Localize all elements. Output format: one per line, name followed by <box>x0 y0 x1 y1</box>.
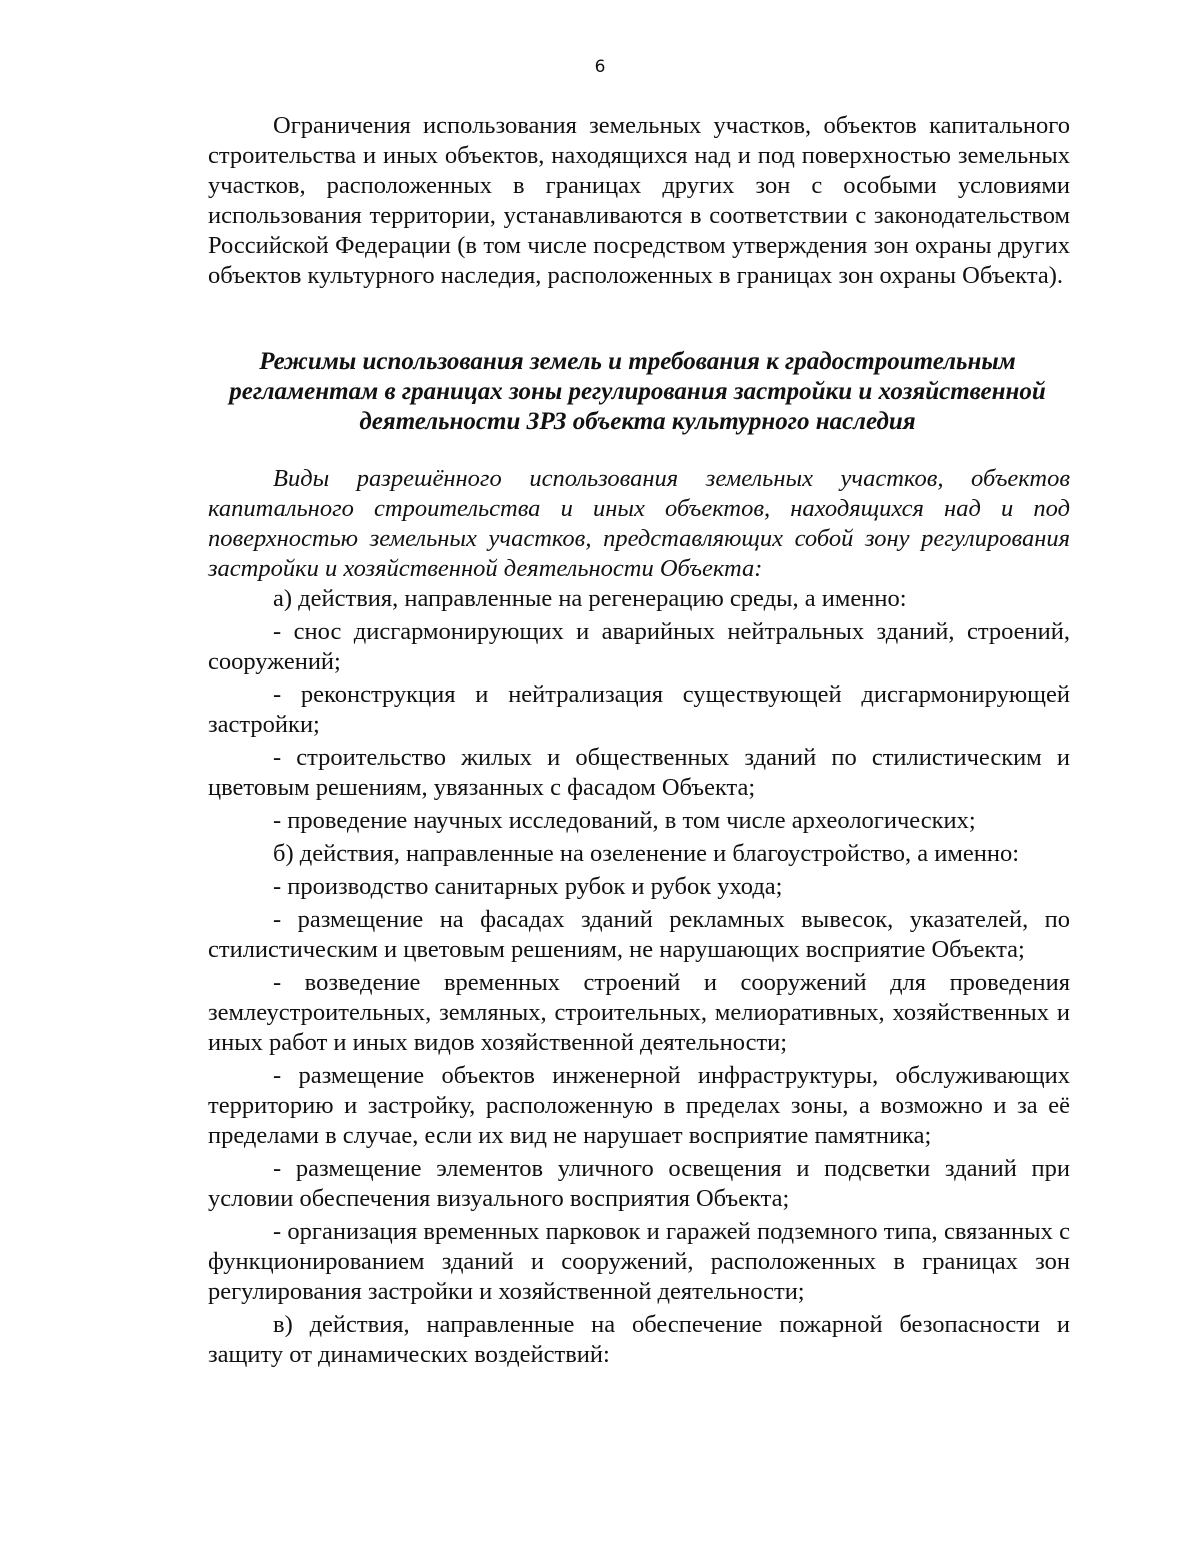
list-item: - строительство жилых и общественных зданий по стилистическим и цветовым решениям, увязанных с фасадом Объекта; <box>208 744 1070 801</box>
list-item: - размещение элементов уличного освещения и подсветки зданий при условии обеспечения визуального восприятия Объекта; <box>208 1155 1070 1212</box>
list-item: - размещение на фасадах зданий рекламных вывесок, указателей, по стилистическим и цветовым решениям, не нарушающих восприятие Объекта; <box>208 906 1070 963</box>
list-item: - организация временных парковок и гаражей подземного типа, связанных с функционированием зданий и сооружений, расположенных в границах зон регулирования застройки и хозяйственной деятельности; <box>208 1218 1070 1305</box>
list-item: - размещение объектов инженерной инфраструктуры, обслуживающих территорию и застройку, расположенную в пределах зоны, а возможно и за её пределами в случае, если их вид не нарушает восприятие памятника; <box>208 1062 1070 1149</box>
list-item: а) действия, направленные на регенерацию среды, а именно: <box>273 585 907 612</box>
section-lead: Виды разрешённого использования земельных участков, объектов капитального строительства и иных объектов, находящихся над и под поверхностью земельных участков, представляющих собой зону регулирования застройки и хозяйственной деятельности Объекта: <box>208 465 1070 582</box>
list-item: в) действия, направленные на обеспечение пожарной безопасности и защиту от динамических воздействий: <box>208 1311 1070 1368</box>
list-item: - проведение научных исследований, в том числе археологических; <box>273 807 976 834</box>
section-heading: Режимы использования земель и требования к градостроительным регламентам в границах зоны регулирования застройки и хозяйственной деятельности ЗРЗ объекта культурного наследия <box>229 348 1046 435</box>
list-item: - реконструкция и нейтрализация существующей дисгармонирующей застройки; <box>208 681 1070 738</box>
list-item: б) действия, направленные на озеленение и благоустройство, а именно: <box>273 840 1020 867</box>
permitted-uses-section <box>208 464 1070 1373</box>
intro-section <box>208 111 1070 291</box>
list-item: - возведение временных строений и сооружений для проведения землеустроительных, земляных, строительных, мелиоративных, хозяйственных и иных работ и иных видов хозяйственной деятельности; <box>208 969 1070 1056</box>
intro-paragraph: Ограничения использования земельных участков, объектов капитального строительства и иных объектов, находящихся над и под поверхностью земельных участков, расположенных в границах других зон с особыми условиями использования территории, устанавливаются в соответствии с законодательством Российской Федерации (в том числе посредством утверждения зон охраны других объектов культурного наследия, расположенных в границах зон охраны Объекта). <box>208 112 1070 289</box>
page-number: 6 <box>594 57 606 77</box>
list-item: - производство санитарных рубок и рубок ухода; <box>273 873 783 900</box>
list-item: - снос дисгармонирующих и аварийных нейтральных зданий, строений, сооружений; <box>208 618 1070 675</box>
